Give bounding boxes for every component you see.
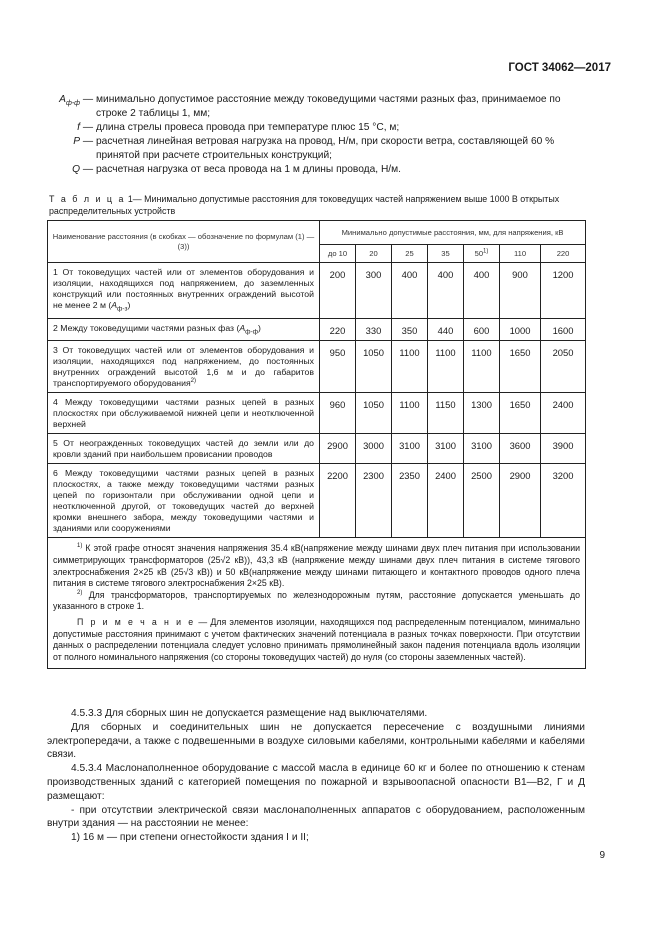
table-cell: 2050 (541, 341, 586, 393)
column-header-group: Минимально допустимые расстояния, мм, для напряжения, кВ (320, 221, 586, 245)
table-cell: 950 (320, 341, 356, 393)
standard-header: ГОСТ 34062—2017 (508, 62, 611, 74)
voltage-header: 220 (541, 245, 586, 263)
column-header-name: Наименование расстояния (в скобках — обозначение по формулам (1) — (3)) (48, 221, 320, 263)
table-cell: 600 (464, 318, 500, 341)
definition-symbol: P (73, 136, 80, 147)
definition-item: $A_{ф-ф}$ — минимально допустимое расстояние между токоведущими частями разных фаз, принимаемое по строке 2 таблицы 1, мм; (36, 93, 584, 121)
table-cell: 1000 (500, 318, 541, 341)
definition-text: минимально допустимое расстояние между токоведущими частями разных фаз, принимаемое по строке 2 таблицы 1, мм; (96, 94, 561, 119)
body-text (47, 707, 585, 845)
table-cell: 400 (464, 263, 500, 319)
table-cell: 3100 (428, 434, 464, 464)
row-description: 4 Между токоведущими частями разных цепей в разных плоскостях при обслуживаемой нижней цепи и неотключенной верхней (48, 393, 320, 434)
table-cell: 400 (428, 263, 464, 319)
table-cell: 3900 (541, 434, 586, 464)
table-cell: 1200 (541, 263, 586, 319)
caption-label: Т а б л и ц а (49, 194, 126, 204)
definition-text: длина стрелы провеса провода при температуре плюс 15 °С, м; (96, 122, 400, 133)
footnote-2: $^{2)}$ Для трансформаторов, транспортируемых по железнодорожным путям, расстояние допускается уменьшать до указанного в строке 1. (53, 589, 581, 612)
table-cell: 440 (428, 318, 464, 341)
table-cell: 3200 (541, 464, 586, 538)
table-row (48, 464, 586, 538)
row-description: 5 От неогражденных токоведущих частей до земли или до кровли зданий при наибольшем провисании проводов (48, 434, 320, 464)
row-description: 6 Между токоведущими частями разных цепей в разных плоскостях, а также между токоведущими частями разных цепей по горизонтали при обслуживании одной цепи и неотключенной другой, от токоведущих частей до верхней кромки внешнего забора, между токоведущими частями и зданиями или сооружениями (48, 464, 320, 538)
definition-symbol: f (77, 122, 80, 133)
table-cell: 3100 (464, 434, 500, 464)
definition-symbol: $A_{ф-ф}$ (59, 94, 80, 108)
table-cell: 1050 (356, 393, 392, 434)
table-cell: 300 (356, 263, 392, 319)
table-cell: 220 (320, 318, 356, 341)
table-cell: 1050 (356, 341, 392, 393)
table-cell: 2300 (356, 464, 392, 538)
table-cell: 2200 (320, 464, 356, 538)
table-cell: 900 (500, 263, 541, 319)
formula-definitions (36, 93, 584, 177)
paragraph: 4.5.3.4 Маслонаполненное оборудование с массой масла в единице 60 кг и более по отношению к стенам производственных зданий с категорией помещения по пожарной и взрывоопасной опасности В1—В2, Г и Д размещают: (47, 763, 585, 802)
table-cell: 3600 (500, 434, 541, 464)
voltage-header: 20 (356, 245, 392, 263)
table-cell: 1100 (428, 341, 464, 393)
table-cell: 1650 (500, 341, 541, 393)
table-notes (48, 538, 586, 669)
definition-symbol: Q (72, 164, 80, 175)
table-cell: 2350 (392, 464, 428, 538)
table-cell: 1650 (500, 393, 541, 434)
row-description: 1 От токоведущих частей или от элементов оборудования и изоляции, находящихся под напряжением, до заземленных конструкций или постоянных внутренних ограждений высотой не менее 2 м $(А_{ф-з})$ (48, 263, 320, 319)
table-cell: 2900 (320, 434, 356, 464)
table-row (48, 434, 586, 464)
definition-text: расчетная линейная ветровая нагрузка на провод, Н/м, при скорости ветра, составляющей 60 % принятой при расчете строительных конструкций; (96, 136, 555, 161)
table-cell: 2500 (464, 464, 500, 538)
definition-item: Q — расчетная нагрузка от веса провода на 1 м длины провода, Н/м. (36, 163, 584, 177)
table-row (48, 263, 586, 319)
row-description: 3 От токоведущих частей или от элементов оборудования и изоляции, находящихся под напряжением, до постоянных внутренних ограждений высотой 1,6 м и до габаритов транспортируемого оборудования$^{2)}$ (48, 341, 320, 393)
definition-text: расчетная нагрузка от веса провода на 1 м длины провода, Н/м. (96, 164, 401, 175)
table-row (48, 341, 586, 393)
definition-item: P — расчетная линейная ветровая нагрузка на провод, Н/м, при скорости ветра, составляющей 60 % принятой при расчете строительных конструкций; (36, 135, 584, 163)
table-note: П р и м е ч а н и е — Для элементов изоляции, находящихся под распределенным потенциалом, минимально допустимые расстояния принимают с учетом фактических значений потенциала в разных точках поверхности. При отсутствии данных о распределении потенциала следует условно принимать прямолинейный закон падения потенциала вдоль изоляции от полного номинального напряжения (со стороны токоведущих частей) до нуля (со стороны заземленных частей). (53, 617, 581, 662)
voltage-header: до 10 (320, 245, 356, 263)
table-cell: 1100 (392, 393, 428, 434)
table-row (48, 318, 586, 341)
page-number: 9 (599, 850, 605, 861)
table-cell: 1600 (541, 318, 586, 341)
table-cell: 2400 (428, 464, 464, 538)
voltage-header: 110 (500, 245, 541, 263)
table-cell: 1100 (464, 341, 500, 393)
table-cell: 2400 (541, 393, 586, 434)
caption-text: 1— Минимально допустимые расстояния для токоведущих частей напряжением выше 1000 В открытых распределительных устройств (49, 194, 560, 216)
table-cell: 2900 (500, 464, 541, 538)
table-cell: 960 (320, 393, 356, 434)
paragraph: 4.5.3.3 Для сборных шин не допускается размещение над выключателями. (71, 708, 428, 719)
distances-table (47, 220, 586, 669)
table-cell: 200 (320, 263, 356, 319)
row-description: 2 Между токоведущими частями разных фаз $(А_{ф-ф})$ (48, 318, 320, 341)
table-cell: 330 (356, 318, 392, 341)
footnote-1: $^{1)}$ К этой графе относят значения напряжения 35.4 кВ(напряжение между шинами двух плеч питания при использовании симметрирующих трансформаторов (25√2 кВ)), 43,3 кВ (напряжение между шинами двух плеч питания в системе тягового электроснабжения 2×25 кВ (25√3 кВ)) и 50 кВ(напряжение между шинами питающего и контактного проводов одного плеча питания в системе тягового электроснабжения 2×25 кВ). (53, 543, 581, 589)
definition-item: f — длина стрелы провеса провода при температуре плюс 15 °С, м; (36, 121, 584, 135)
table-cell: 3100 (392, 434, 428, 464)
table-cell: 400 (392, 263, 428, 319)
table-cell: 1100 (392, 341, 428, 393)
table-cell: 3000 (356, 434, 392, 464)
table-row (48, 393, 586, 434)
table-cell: 1300 (464, 393, 500, 434)
voltage-header: 35 (428, 245, 464, 263)
paragraph: - при отсутствии электрической связи маслонаполненных аппаратов с оборудованием, расположенным внутри здания — на расстоянии не менее: (47, 804, 585, 830)
paragraph: 1) 16 м — при степени огнестойкости здания I и II; (71, 832, 309, 844)
table-caption (49, 193, 585, 217)
voltage-header: 50$^{1)}$ (464, 245, 500, 263)
paragraph: Для сборных и соединительных шин не допускается пересечение с воздушными линиями электропередачи, а также с подвешенными в воздухе силовыми кабелями, контрольными кабелями и кабелями связи. (47, 721, 585, 761)
table-notes-row (48, 538, 586, 669)
table-cell: 350 (392, 318, 428, 341)
table-cell: 1150 (428, 393, 464, 434)
voltage-header: 25 (392, 245, 428, 263)
